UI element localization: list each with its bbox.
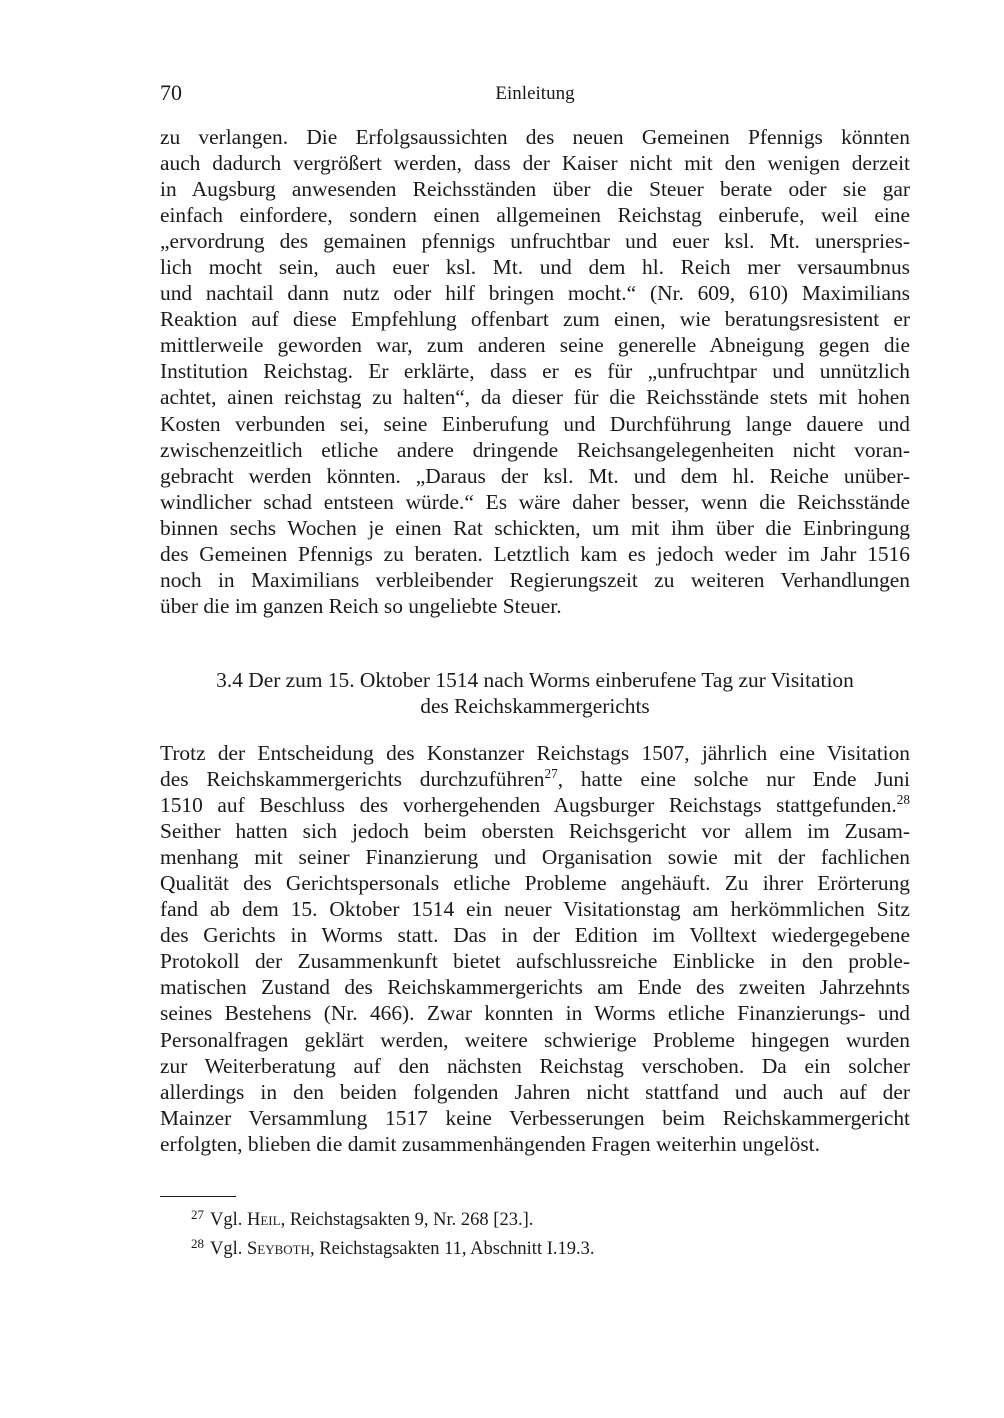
text-line: menhang mit seiner Finanzierung und Organisation sowie mit der fachlichen xyxy=(160,845,910,870)
text-line: über die im ganzen Reich so ungeliebte Steuer. xyxy=(160,593,562,618)
footnote-number: 27 xyxy=(191,1207,204,1222)
footnote-author: Seyboth xyxy=(247,1239,311,1259)
paragraph-1 xyxy=(160,124,910,619)
footnote-prefix: Vgl. xyxy=(210,1239,247,1259)
text-line: binnen sechs Wochen je einen Rat schickten, um mit ihm über die Einbringung xyxy=(160,515,910,540)
footnote-number: 28 xyxy=(191,1236,204,1251)
text-line: erfolgten, blieben die damit zusammenhängenden Fragen weiterhin ungelöst. xyxy=(160,1131,820,1156)
footnote xyxy=(160,1203,910,1232)
text-line: des Gemeinen Pfennigs zu beraten. Letztlich kam es jedoch weder im Jahr 1516 xyxy=(160,541,910,566)
footnote-rule xyxy=(160,1196,236,1197)
text-line: einfach einfordere, sondern einen allgemeinen Reichstag einberufe, weil eine xyxy=(160,203,910,228)
text-line: „ervordrung des gemainen pfennigs unfruchtbar und euer ksl. Mt. unerspries- xyxy=(160,229,910,254)
footnote xyxy=(160,1232,910,1261)
section-heading-line: des Reichskammergerichts xyxy=(420,694,650,718)
text-line: seines Bestehens (Nr. 466). Zwar konnten in Worms etliche Finanzierungs- und xyxy=(160,1001,910,1026)
text-line xyxy=(160,766,910,792)
text-segment: 1510 auf Beschluss des vorhergehenden Augsburger Reichstags stattgefunden. xyxy=(160,793,897,818)
text-line xyxy=(160,792,910,818)
footnote-prefix: Vgl. xyxy=(210,1210,247,1230)
text-line: Trotz der Entscheidung des Konstanzer Reichstags 1507, jährlich eine Visitation xyxy=(160,741,910,765)
footnote-author: Heil xyxy=(247,1210,281,1230)
text-line: auch dadurch vergrößert werden, dass der Kaiser nicht mit den wenigen derzeit xyxy=(160,151,910,176)
text-line: windlicher schad entsteen würde.“ Es wäre daher besser, wenn die Reichsstände xyxy=(160,489,910,514)
text-line: Seither hatten sich jedoch beim obersten Reichsgericht vor allem im Zusam- xyxy=(160,819,910,844)
footnote-text: , Reichstagsakten 11, Abschnitt I.19.3. xyxy=(310,1239,595,1259)
footnote-ref[interactable]: 28 xyxy=(896,791,910,807)
text-line: Mainzer Versammlung 1517 keine Verbesserungen beim Reichskammergericht xyxy=(160,1105,910,1130)
page-number: 70 xyxy=(160,80,182,105)
section-heading xyxy=(160,667,910,719)
text-line: zur Weiterberatung auf den nächsten Reichstag verschoben. Da ein solcher xyxy=(160,1053,910,1078)
text-line: gebracht werden könnten. „Daraus der ksl. Mt. und dem hl. Reiche unüber- xyxy=(160,463,910,488)
footnotes xyxy=(160,1203,910,1261)
text-line: noch in Maximilians verbleibender Regierungszeit zu weiteren Verhandlungen xyxy=(160,567,910,592)
text-line: des Gerichts in Worms statt. Das in der Edition im Volltext wiedergegebene xyxy=(160,923,910,948)
text-line: Protokoll der Zusammenkunft bietet aufschlussreiche Einblicke in den proble- xyxy=(160,949,910,974)
text-line: fand ab dem 15. Oktober 1514 ein neuer Visitationstag am herkömmlichen Sitz xyxy=(160,897,910,922)
text-line: mittlerweile geworden war, zum anderen seine generelle Abneigung gegen die xyxy=(160,333,910,358)
text-line: Qualität des Gerichtspersonals etliche Probleme angehäuft. Zu ihrer Erörterung xyxy=(160,871,910,896)
text-line: Institution Reichstag. Er erklärte, dass er es für „unfruchtpar und unnützlich xyxy=(160,359,910,384)
text-line: zu verlangen. Die Erfolgsaussichten des neuen Gemeinen Pfennigs könnten xyxy=(160,125,910,149)
text-line: achtet, ainen reichstag zu halten“, da dieser für die Reichsstände stets mit hohen xyxy=(160,385,910,410)
text-line: allerdings in den beiden folgenden Jahren nicht stattfand und auch auf der xyxy=(160,1079,910,1104)
footnote-ref[interactable]: 27 xyxy=(544,765,558,781)
text-line: Reaktion auf diese Empfehlung offenbart zum einen, wie beratungsresistent er xyxy=(160,307,910,332)
text-line: matischen Zustand des Reichskammergerichts am Ende des zweiten Jahrzehnts xyxy=(160,975,910,1000)
text-line: zwischenzeitlich etliche andere dringende Reichsangelegenheiten nicht voran- xyxy=(160,437,910,462)
text-segment: des Reichskammergerichts durchzuführen xyxy=(160,767,545,792)
text-segment: , hatte eine solche nur Ende Juni xyxy=(557,767,911,792)
footnote-text: , Reichstagsakten 9, Nr. 268 [23.]. xyxy=(280,1210,534,1230)
text-line: und nachtail dann nutz oder hilf bringen mocht.“ (Nr. 609, 610) Maximilians xyxy=(160,281,910,306)
text-line: lich mocht sein, auch euer ksl. Mt. und dem hl. Reich mer versaumbnus xyxy=(160,255,910,280)
paragraph-2 xyxy=(160,740,910,1157)
section-heading-line: 3.4 Der zum 15. Oktober 1514 nach Worms einberufene Tag zur Visitation xyxy=(216,668,854,692)
running-head: Einleitung xyxy=(495,83,575,104)
text-line: in Augsburg anwesenden Reichsständen über die Steuer berate oder sie gar xyxy=(160,177,910,202)
text-line: Personalfragen geklärt werden, weitere schwierige Probleme hingegen wurden xyxy=(160,1027,910,1052)
text-line: Kosten verbunden sei, seine Einberufung und Durchführung lange dauere und xyxy=(160,411,910,436)
